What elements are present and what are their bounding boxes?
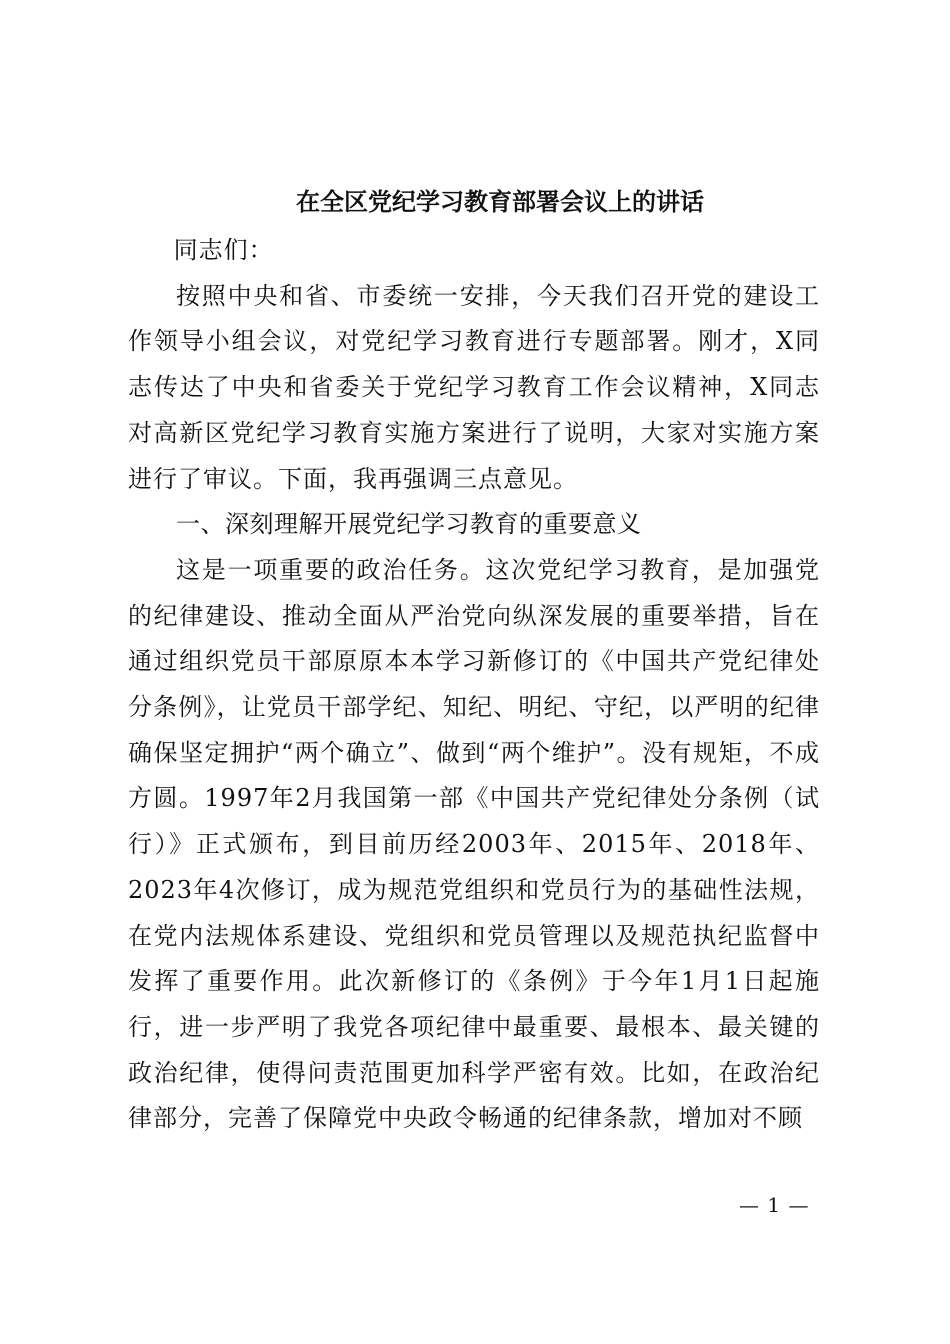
document-body	[128, 228, 820, 1142]
greeting: 同志们：	[173, 236, 274, 264]
document-title: 在全区党纪学习教育部署会议上的讲话	[296, 187, 704, 216]
opening-paragraph: 按照中央和省、市委统一安排，今天我们召开党的建设工作领导小组会议，对党纪学习教育进行专题部署。刚才，X同志传达了中央和省委关于党纪学习教育工作会议精神，X同志对高新区党纪学习教育实施方案进行了说明，大家对实施方案进行了审议。下面，我再强调三点意见。	[128, 281, 820, 493]
section-paragraph: 这是一项重要的政治任务。这次党纪学习教育，是加强党的纪律建设、推动全面从严治党向纵深发展的重要举措，旨在通过组织党员干部原原本本学习新修订的《中国共产党纪律处分条例》，让党员干部学纪、知纪、明纪、守纪，以严明的纪律确保坚定拥护“两个确立”、做到“两个维护”。没有规矩，不成方圆。1997年2月我国第一部《中国共产党纪律处分条例（试行）》正式颁布，到目前历经2003年、2015年、2018年、2023年4次修订，成为规范党组织和党员行为的基础性法规，在党内法规体系建设、党组织和党员管理以及规范执纪监督中发挥了重要作用。此次新修订的《条例》于今年1月1日起施行，进一步严明了我党各项纪律中最重要、最根本、最关键的政治纪律，使得问责范围更加科学严密有效。比如，在政治纪律部分，完善了保障党中央政令畅通的纪律条款，增加对不顾	[128, 555, 820, 1133]
page-number: — 1 —	[739, 1193, 810, 1217]
section-heading: 一、深刻理解开展党纪学习教育的重要意义	[176, 510, 642, 539]
